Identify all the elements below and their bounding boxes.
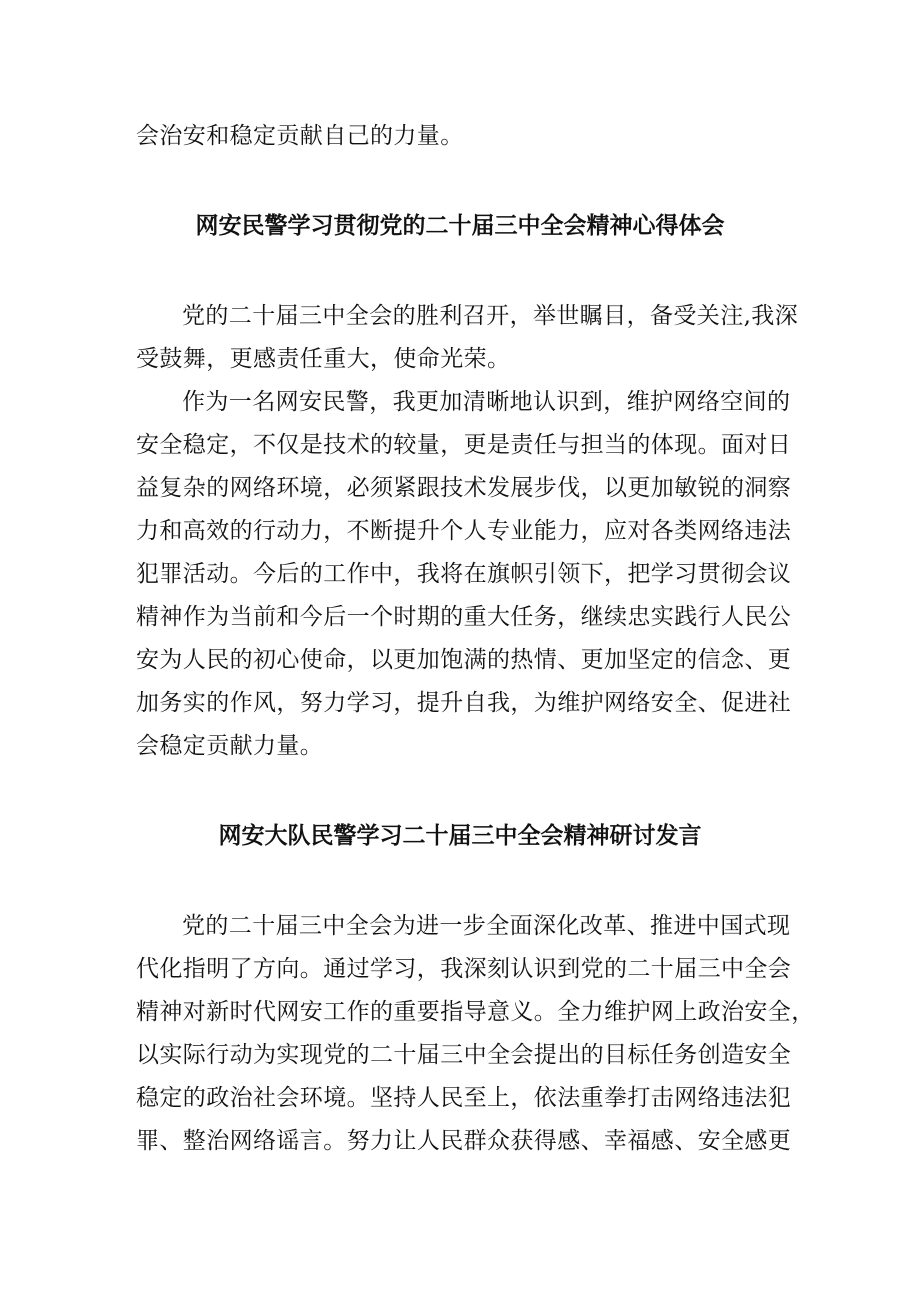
paragraph-line: 党的二十届三中全会为进一步全面深化改革、推进中国式现 [182,913,791,939]
paragraph-line: 稳定的政治社会环境。坚持人民至上，依法重拳打击网络违法犯 [136,1085,792,1111]
section-title: 网安民警学习贯彻党的二十届三中全会精神心得体会 [195,213,725,239]
paragraph-line: 会治安和稳定贡献自己的力量。 [136,123,464,149]
paragraph-line: 作为一名网安民警，我更加清晰地认识到，维护网络空间的 [182,389,791,415]
paragraph-line: 加务实的作风，努力学习，提升自我，为维护网络安全、促进社 [136,690,792,716]
paragraph-line: 精神作为当前和今后一个时期的重大任务，继续忠实践行人民公 [136,604,792,630]
paragraph-line: 益复杂的网络环境，必须紧跟技术发展步伐，以更加敏锐的洞察 [136,475,792,501]
paragraph-line: 以实际行动为实现党的二十届三中全会提出的目标任务创造安全 [136,1042,792,1068]
paragraph-line: 受鼓舞，更感责任重大，使命光荣。 [136,346,511,372]
paragraph-line: 力和高效的行动力，不断提升个人专业能力，应对各类网络违法 [136,518,792,544]
paragraph-line: 代化指明了方向。通过学习，我深刻认识到党的二十届三中全会 [136,956,792,982]
paragraph-line: 犯罪活动。今后的工作中，我将在旗帜引领下，把学习贯彻会议 [136,561,792,587]
paragraph-line: 安全稳定，不仅是技术的较量，更是责任与担当的体现。面对日 [136,432,792,458]
paragraph-line: 罪、整治网络谣言。努力让人民群众获得感、幸福感、安全感更 [136,1128,792,1154]
section-title: 网安大队民警学习二十届三中全会精神研讨发言 [218,823,702,849]
paragraph-line: 精神对新时代网安工作的重要指导意义。全力维护网上政治安全， [136,999,815,1025]
paragraph-line: 党的二十届三中全会的胜利召开，举世瞩目，备受关注,我深 [182,303,799,329]
paragraph-line: 会稳定贡献力量。 [136,733,324,759]
paragraph-line: 安为人民的初心使命，以更加饱满的热情、更加坚定的信念、更 [136,647,792,673]
